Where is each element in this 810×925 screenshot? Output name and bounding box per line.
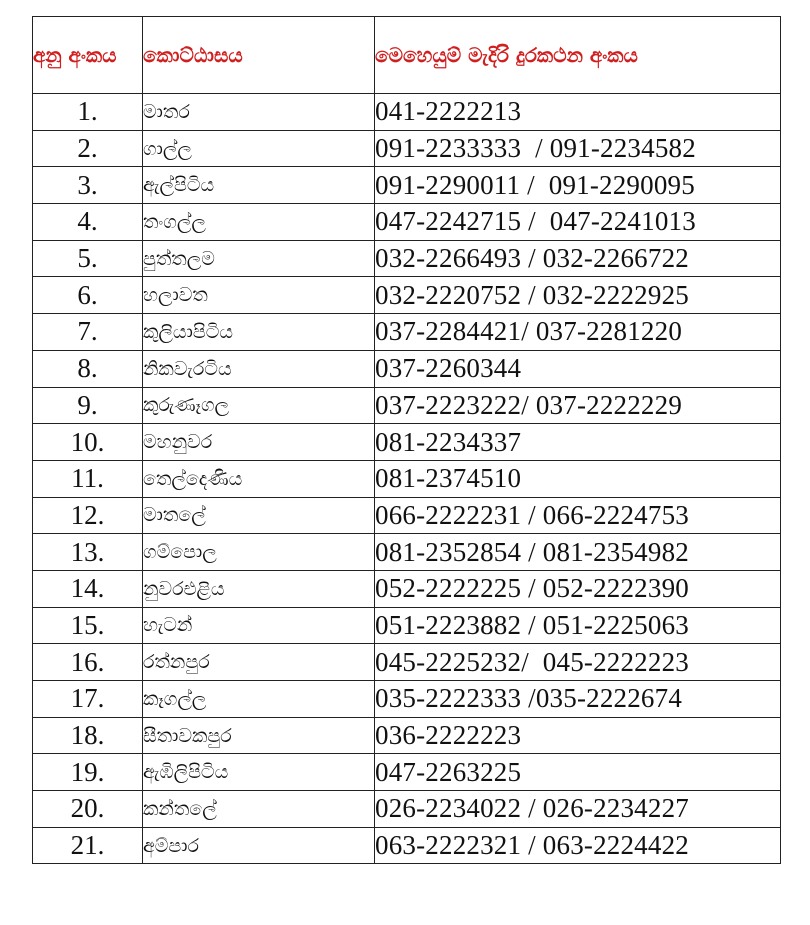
table-row [33, 240, 781, 277]
division-name-cell: ගම්පොල [143, 534, 375, 571]
table-row [33, 130, 781, 167]
phone-number-cell: 035-2222333 /035-2222674 [375, 681, 781, 718]
serial-number-cell: 6. [33, 277, 143, 314]
division-name-cell: මහනුවර [143, 424, 375, 461]
serial-number-cell: 16. [33, 644, 143, 681]
phone-number-cell: 041-2222213 [375, 94, 781, 131]
table-row [33, 497, 781, 534]
phone-number-cell: 032-2220752 / 032-2222925 [375, 277, 781, 314]
phone-number-cell: 081-2374510 [375, 460, 781, 497]
table-row [33, 717, 781, 754]
table-row [33, 387, 781, 424]
division-name-cell: කුලියාපිටිය [143, 314, 375, 351]
division-name-cell: කෑගල්ල [143, 681, 375, 718]
serial-number-cell: 13. [33, 534, 143, 571]
table-row [33, 827, 781, 864]
table-row [33, 791, 781, 828]
phone-number-cell: 037-2284421/ 037-2281220 [375, 314, 781, 351]
table-row [33, 277, 781, 314]
division-name-cell: ගාල්ල [143, 130, 375, 167]
division-name-cell: රත්නපුර [143, 644, 375, 681]
phone-number-cell: 047-2242715 / 047-2241013 [375, 204, 781, 241]
division-name-cell: තංගල්ල [143, 204, 375, 241]
table-row [33, 424, 781, 461]
table-row [33, 350, 781, 387]
phone-number-cell: 091-2290011 / 091-2290095 [375, 167, 781, 204]
phone-number-cell: 026-2234022 / 026-2234227 [375, 791, 781, 828]
table-row [33, 534, 781, 571]
table-row [33, 607, 781, 644]
phone-number-cell: 081-2234337 [375, 424, 781, 461]
division-name-cell: ඇඹිලිපිටිය [143, 754, 375, 791]
phone-number-cell: 063-2222321 / 063-2224422 [375, 827, 781, 864]
serial-number-cell: 10. [33, 424, 143, 461]
serial-number-cell: 7. [33, 314, 143, 351]
phone-number-cell: 037-2260344 [375, 350, 781, 387]
serial-number-cell: 17. [33, 681, 143, 718]
phone-number-cell: 066-2222231 / 066-2224753 [375, 497, 781, 534]
division-name-cell: කන්තලේ [143, 791, 375, 828]
table-row [33, 460, 781, 497]
division-name-cell: ඇල්පිටිය [143, 167, 375, 204]
division-name-cell: තෙල්දෙණිය [143, 460, 375, 497]
division-name-cell: හලාවත [143, 277, 375, 314]
phone-number-cell: 052-2222225 / 052-2222390 [375, 570, 781, 607]
contacts-table [32, 16, 781, 864]
serial-number-cell: 15. [33, 607, 143, 644]
table-row [33, 314, 781, 351]
serial-number-cell: 21. [33, 827, 143, 864]
serial-number-cell: 9. [33, 387, 143, 424]
phone-number-cell: 032-2266493 / 032-2266722 [375, 240, 781, 277]
division-name-cell: නුවරඑළිය [143, 570, 375, 607]
serial-number-cell: 20. [33, 791, 143, 828]
serial-number-cell: 5. [33, 240, 143, 277]
phone-number-cell: 051-2223882 / 051-2225063 [375, 607, 781, 644]
header-phone-number: මෙහෙයුම් මැදිරි දුරකථන අංකය [375, 17, 781, 94]
phone-number-cell: 081-2352854 / 081-2354982 [375, 534, 781, 571]
table-body [33, 94, 781, 864]
division-name-cell: නිකවැරටිය [143, 350, 375, 387]
division-name-cell: කුරුණෑගල [143, 387, 375, 424]
division-name-cell: අම්පාර [143, 827, 375, 864]
table-row [33, 570, 781, 607]
serial-number-cell: 14. [33, 570, 143, 607]
header-row [33, 17, 781, 94]
serial-number-cell: 4. [33, 204, 143, 241]
division-name-cell: පුත්තලම [143, 240, 375, 277]
table-row [33, 167, 781, 204]
serial-number-cell: 12. [33, 497, 143, 534]
header-serial-number: අනු අංකය [33, 17, 143, 94]
phone-number-cell: 037-2223222/ 037-2222229 [375, 387, 781, 424]
serial-number-cell: 19. [33, 754, 143, 791]
serial-number-cell: 1. [33, 94, 143, 131]
serial-number-cell: 11. [33, 460, 143, 497]
serial-number-cell: 2. [33, 130, 143, 167]
division-name-cell: හැටන් [143, 607, 375, 644]
table-header [33, 17, 781, 94]
division-name-cell: සීතාවකපුර [143, 717, 375, 754]
table-row [33, 754, 781, 791]
table-row [33, 204, 781, 241]
phone-number-cell: 036-2222223 [375, 717, 781, 754]
division-name-cell: මාතලේ [143, 497, 375, 534]
serial-number-cell: 8. [33, 350, 143, 387]
table-row [33, 644, 781, 681]
division-name-cell: මාතර [143, 94, 375, 131]
phone-number-cell: 047-2263225 [375, 754, 781, 791]
phone-number-cell: 045-2225232/ 045-2222223 [375, 644, 781, 681]
header-division: කොට්ඨාසය [143, 17, 375, 94]
serial-number-cell: 3. [33, 167, 143, 204]
table-row [33, 94, 781, 131]
table-row [33, 681, 781, 718]
serial-number-cell: 18. [33, 717, 143, 754]
phone-number-cell: 091-2233333 / 091-2234582 [375, 130, 781, 167]
